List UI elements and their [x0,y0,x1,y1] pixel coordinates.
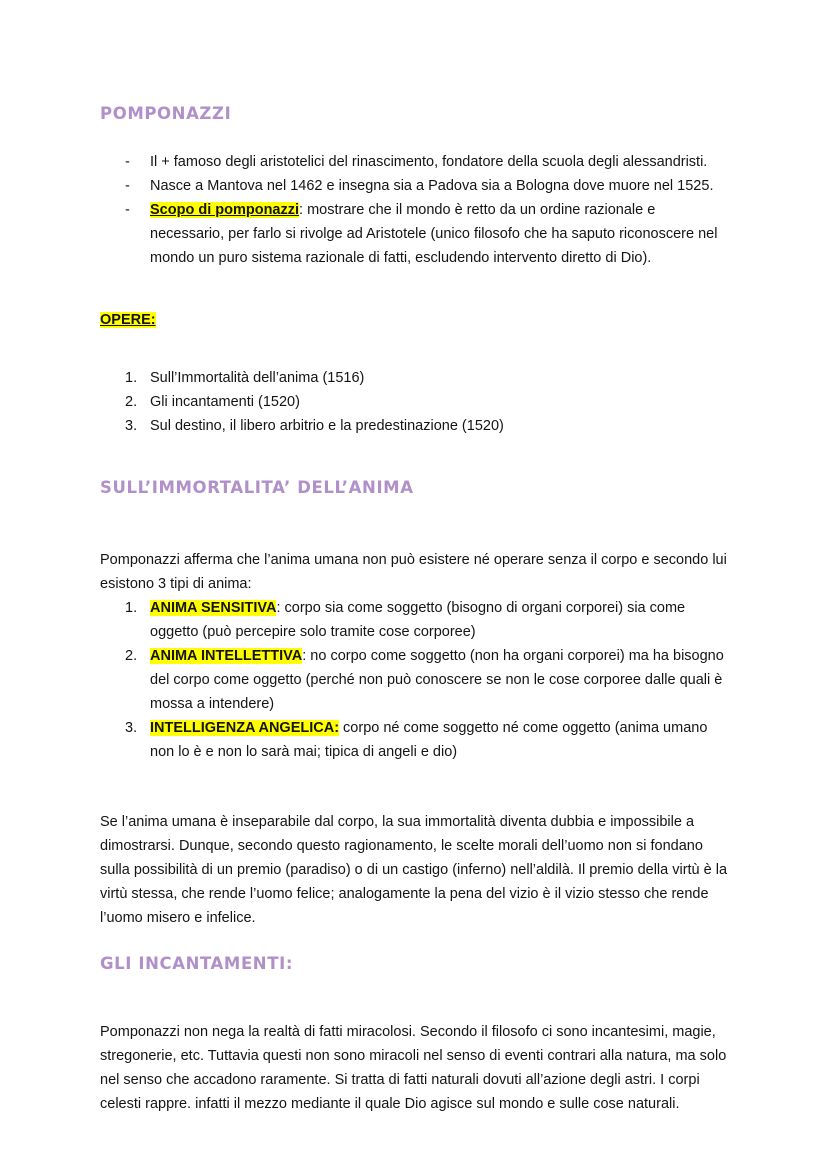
item-text-rest: : no corpo come soggetto (non ha organi corporei) ma ha bisogno del corpo come oggetto (perché non può conoscere se non le cose corporee dalle quali è mossa a intendere) [150,648,724,712]
opere-numbered-list [125,366,728,438]
dash-bullet: - [125,178,130,194]
item-text-rest: corpo né come soggetto né come oggetto (anima umano non lo è e non lo sarà mai; tipica di angeli e dio) [150,720,708,760]
item-number: 2. [125,648,138,664]
item-text [150,596,728,644]
item-text: Sull’Immortalità dell’anima (1516) [150,370,365,386]
highlighted-label-intelligenza-angelica: INTELLIGENZA ANGELICA: [150,720,340,736]
list-item [125,716,728,764]
highlighted-heading-opere: OPERE: [100,312,156,328]
bullet-item [125,174,728,198]
highlighted-label-scopo: Scopo di pomponazzi [150,202,300,218]
item-text [150,716,728,764]
list-item [125,390,728,414]
highlighted-label-anima-intellettiva: ANIMA INTELLETTIVA [150,648,303,664]
bullet-item [125,150,728,174]
item-number: 2. [125,394,138,410]
item-text-rest: : corpo sia come soggetto (bisogno di organi corporei) sia come oggetto (può percepire solo tramite cose corporee) [150,600,686,640]
item-number: 1. [125,370,138,386]
item-number: 3. [125,418,138,434]
list-item [125,644,728,716]
bullet-text [150,198,728,270]
page-title: POMPONAZZI [100,104,232,123]
bullet-text: Il + famoso degli aristotelici del rinascimento, fondatore della scuola degli alessandristi. [150,154,708,170]
highlighted-label-anima-sensitiva: ANIMA SENSITIVA [150,600,277,616]
item-text: Gli incantamenti (1520) [150,394,300,410]
bullet-item [125,198,728,270]
item-text [150,644,728,716]
section-heading-incantamenti: GLI INCANTAMENTI: [100,954,294,973]
list-item [125,414,728,438]
dash-bullet: - [125,202,130,218]
incantamenti-body-paragraph: Pomponazzi non nega la realtà di fatti miracolosi. Secondo il filosofo ci sono incantesimi, magie, stregonerie, etc. Tuttavia questi non sono miracoli nel senso di eventi contrari alla natura, ma solo nel senso che accadono raramente. Si tratta di fatti naturali dovuti all’azione degli astri. I corpi celesti rappre. infatti il mezzo mediante il quale Dio agisce sul mondo e sulle cose naturali. [100,1024,727,1112]
item-number: 1. [125,600,138,616]
opere-heading [100,308,728,332]
list-item [125,596,728,644]
bullet-text-rest: : mostrare che il mondo è retto da un ordine razionale e necessario, per farlo si rivolge ad Aristotele (unico filosofo che ha saputo riconoscere nel mondo un puro sistema razionale di fatti, escludendo intervento diretto di Dio). [150,202,718,266]
item-text: Sul destino, il libero arbitrio e la predestinazione (1520) [150,418,504,434]
dash-bullet: - [125,154,130,170]
item-number: 3. [125,720,138,736]
intro-bullet-list [125,150,728,270]
anima-numbered-list [125,596,728,764]
list-item [125,366,728,390]
section-heading-anima: SULL’IMMORTALITA’ DELL’ANIMA [100,478,414,497]
anima-intro-paragraph: Pomponazzi afferma che l’anima umana non può esistere né operare senza il corpo e secondo lui esistono 3 tipi di anima: [100,552,727,592]
bullet-text: Nasce a Mantova nel 1462 e insegna sia a Padova sia a Bologna dove muore nel 1525. [150,178,714,194]
anima-body-paragraph: Se l’anima umana è inseparabile dal corpo, la sua immortalità diventa dubbia e impossibile a dimostrarsi. Dunque, secondo questo ragionamento, le scelte morali dell’uomo non si fondano sulla possibilità di un premio (paradiso) o di un castigo (inferno) nell’aldilà. Il premio della virtù è la virtù stessa, che rende l’uomo felice; analogamente la pena del vizio è il vizio stesso che rende l’uomo misero e infelice. [100,814,728,926]
